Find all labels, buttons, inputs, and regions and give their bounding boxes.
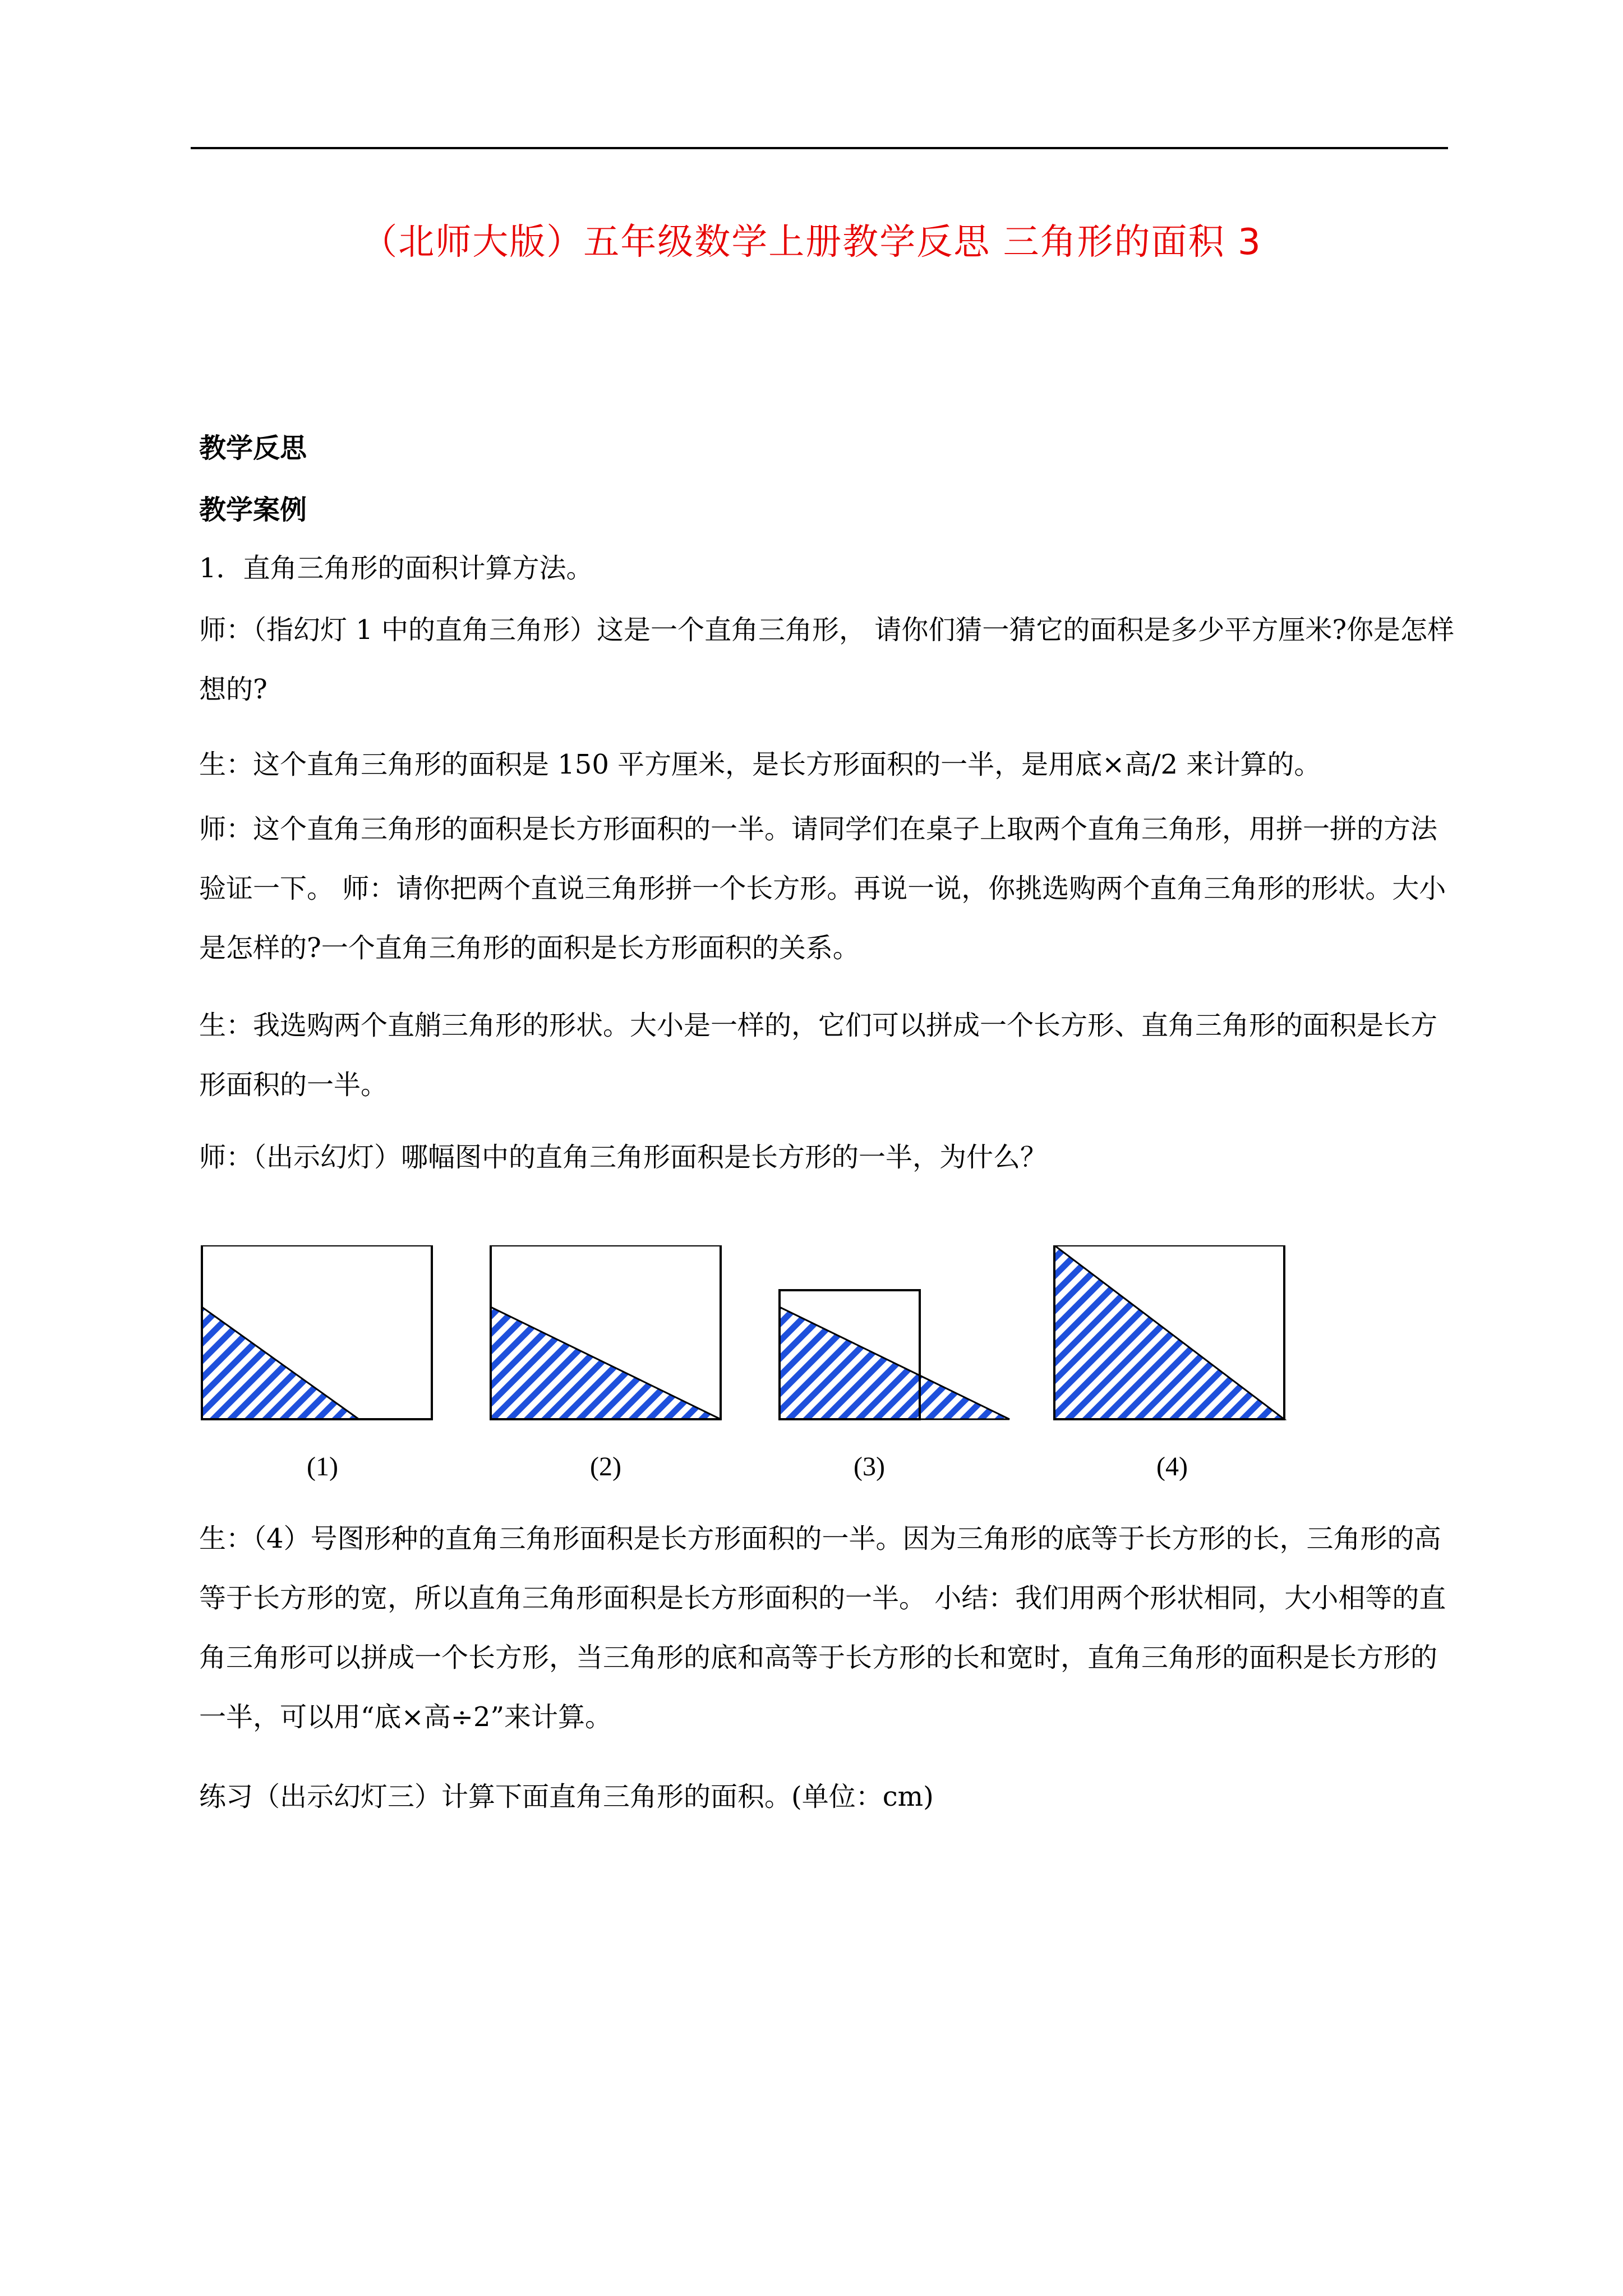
- figure-2: [491, 1245, 721, 1481]
- triangle-figures: [191, 1245, 1312, 1503]
- paragraph-5: 生：我选购两个直艄三角形的形状。大小是一样的，它们可以拼成一个长方形、直角三角形的面积是长方形面积的一半。: [199, 1010, 1438, 1101]
- figure-2-caption: (2): [590, 1452, 621, 1481]
- subsection-heading: 教学案例: [199, 494, 307, 526]
- figure-3-triangle: [780, 1307, 1009, 1419]
- paragraph-7: 生：（4）号图形种的直角三角形面积是长方形面积的一半。因为三角形的底等于长方形的长，三角形的高等于长方形的宽，所以直角三角形面积是长方形面积的一半。 小结：我们用两个形状相同，大小相等的直角三角形可以拼成一个长方形，当三角形的底和高等于长方形的长和宽时，直角三角形的面积是长方形的一半，可以用“底×高÷2”来计算。: [199, 1523, 1446, 1733]
- figure-1-caption: (1): [307, 1452, 338, 1481]
- paragraph-6: 师：（出示幻灯）哪幅图中的直角三角形面积是长方形的一半，为什么？: [199, 1142, 1048, 1173]
- paragraph-3: 生：这个直角三角形的面积是 150 平方厘米，是长方形面积的一半，是用底×高/2 来计算的。: [199, 749, 1321, 780]
- figure-1: [202, 1245, 432, 1481]
- triangle-figures-svg: [191, 1245, 1312, 1503]
- paragraph-1: 1．直角三角形的面积计算方法。: [199, 553, 593, 584]
- figure-4-triangle: [1054, 1245, 1284, 1419]
- figure-4: [1054, 1245, 1284, 1481]
- header-rule: [191, 147, 1448, 149]
- document-title: （北师大版）五年级数学上册教学反思 三角形的面积 3: [361, 222, 1262, 263]
- section-heading: 教学反思: [199, 432, 307, 464]
- figure-4-caption: (4): [1156, 1452, 1188, 1481]
- figure-3: [780, 1290, 1009, 1481]
- paragraph-8: 练习（出示幻灯三）计算下面直角三角形的面积。(单位：cm): [199, 1781, 934, 1812]
- figure-1-triangle: [202, 1307, 359, 1419]
- paragraph-4: 师：这个直角三角形的面积是长方形面积的一半。请同学们在桌子上取两个直角三角形，用拼一拼的方法验证一下。 师：请你把两个直说三角形拼一个长方形。再说一说，你挑选购两个直角三角形的形状。大小是怎样的?一个直角三角形的面积是长方形面积的关系。: [199, 813, 1446, 964]
- figure-3-caption: (3): [854, 1452, 885, 1481]
- figure-2-triangle: [491, 1307, 721, 1419]
- paragraph-2: 师：（指幻灯 1 中的直角三角形）这是一个直角三角形， 请你们猜一猜它的面积是多少平方厘米?你是怎样想的?: [199, 614, 1455, 705]
